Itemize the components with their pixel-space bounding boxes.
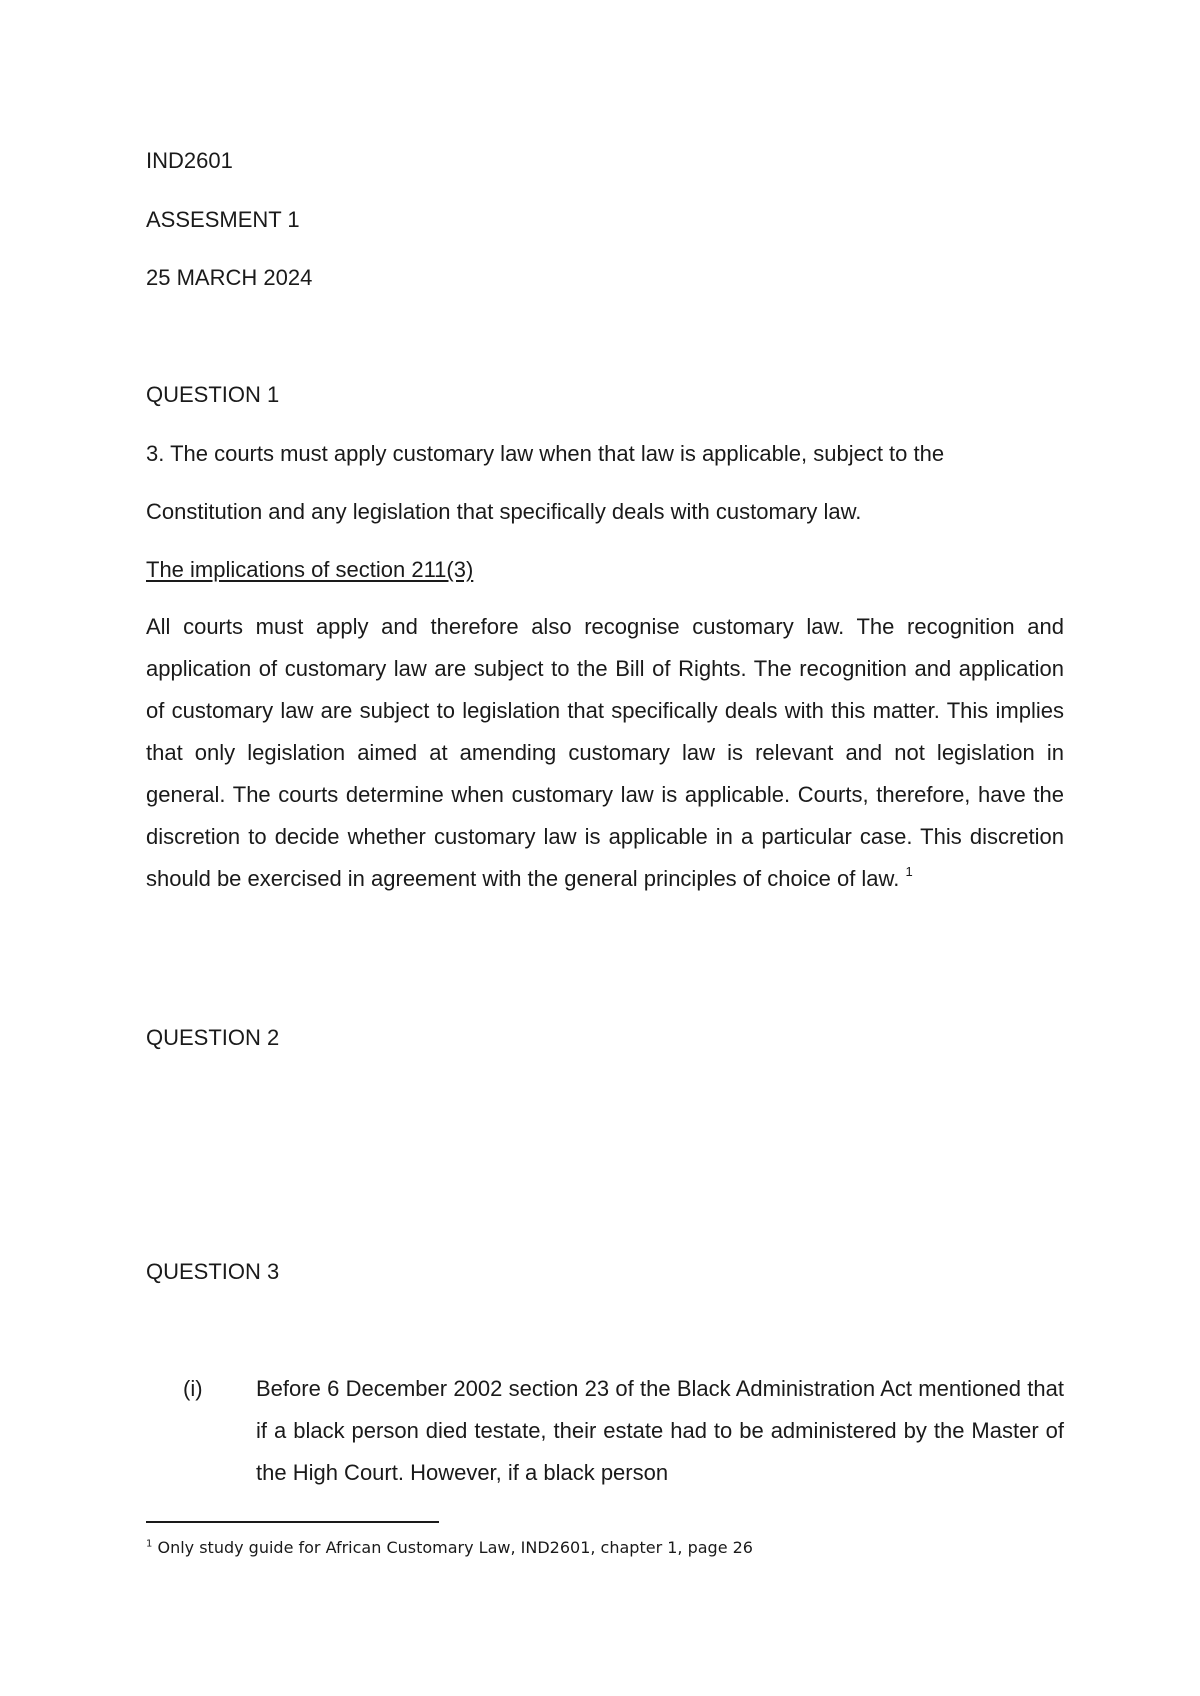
question-1-subheading: The implications of section 211(3): [146, 557, 474, 582]
question-3-item-label: (i): [183, 1376, 203, 1401]
question-1-line-1: 3. The courts must apply customary law when that law is applicable, subject to the: [146, 441, 945, 466]
footnote-text: Only study guide for African Customary Law, IND2601, chapter 1, page 26: [157, 1538, 753, 1557]
question-3-heading: QUESTION 3: [146, 1259, 280, 1284]
footnote-number: 1: [146, 1538, 153, 1550]
question-2-heading: QUESTION 2: [146, 1025, 280, 1050]
assessment-date: 25 MARCH 2024: [146, 265, 313, 290]
footnote-separator: [146, 1521, 439, 1523]
question-1-line-2: Constitution and any legislation that specifically deals with customary law.: [146, 499, 862, 524]
question-3-item-text: Before 6 December 2002 section 23 of the Black Administration Act mentioned that if a black person died testate, their estate had to be administered by the Master of the High Court. However, if a black person: [256, 1376, 1064, 1485]
assessment-title: ASSESMENT 1: [146, 207, 300, 232]
footnote-reference: 1: [905, 863, 913, 879]
question-1-paragraph: [146, 606, 1064, 900]
question-1-paragraph-text: All courts must apply and therefore also recognise customary law. The recognition and application of customary law are subject to the Bill of Rights. The recognition and application of customary law are subject to legislation that specifically deals with this matter. This implies that only legislation aimed at amending customary law is relevant and not legislation in general. The courts determine when customary law is applicable. Courts, therefore, have the discretion to decide whether customary law is applicable in a particular case. This discretion should be exercised in agreement with the general principles of choice of law.: [146, 614, 1064, 891]
question-1-heading: QUESTION 1: [146, 382, 280, 407]
course-code: IND2601: [146, 148, 233, 173]
footnote: [146, 1537, 753, 1559]
